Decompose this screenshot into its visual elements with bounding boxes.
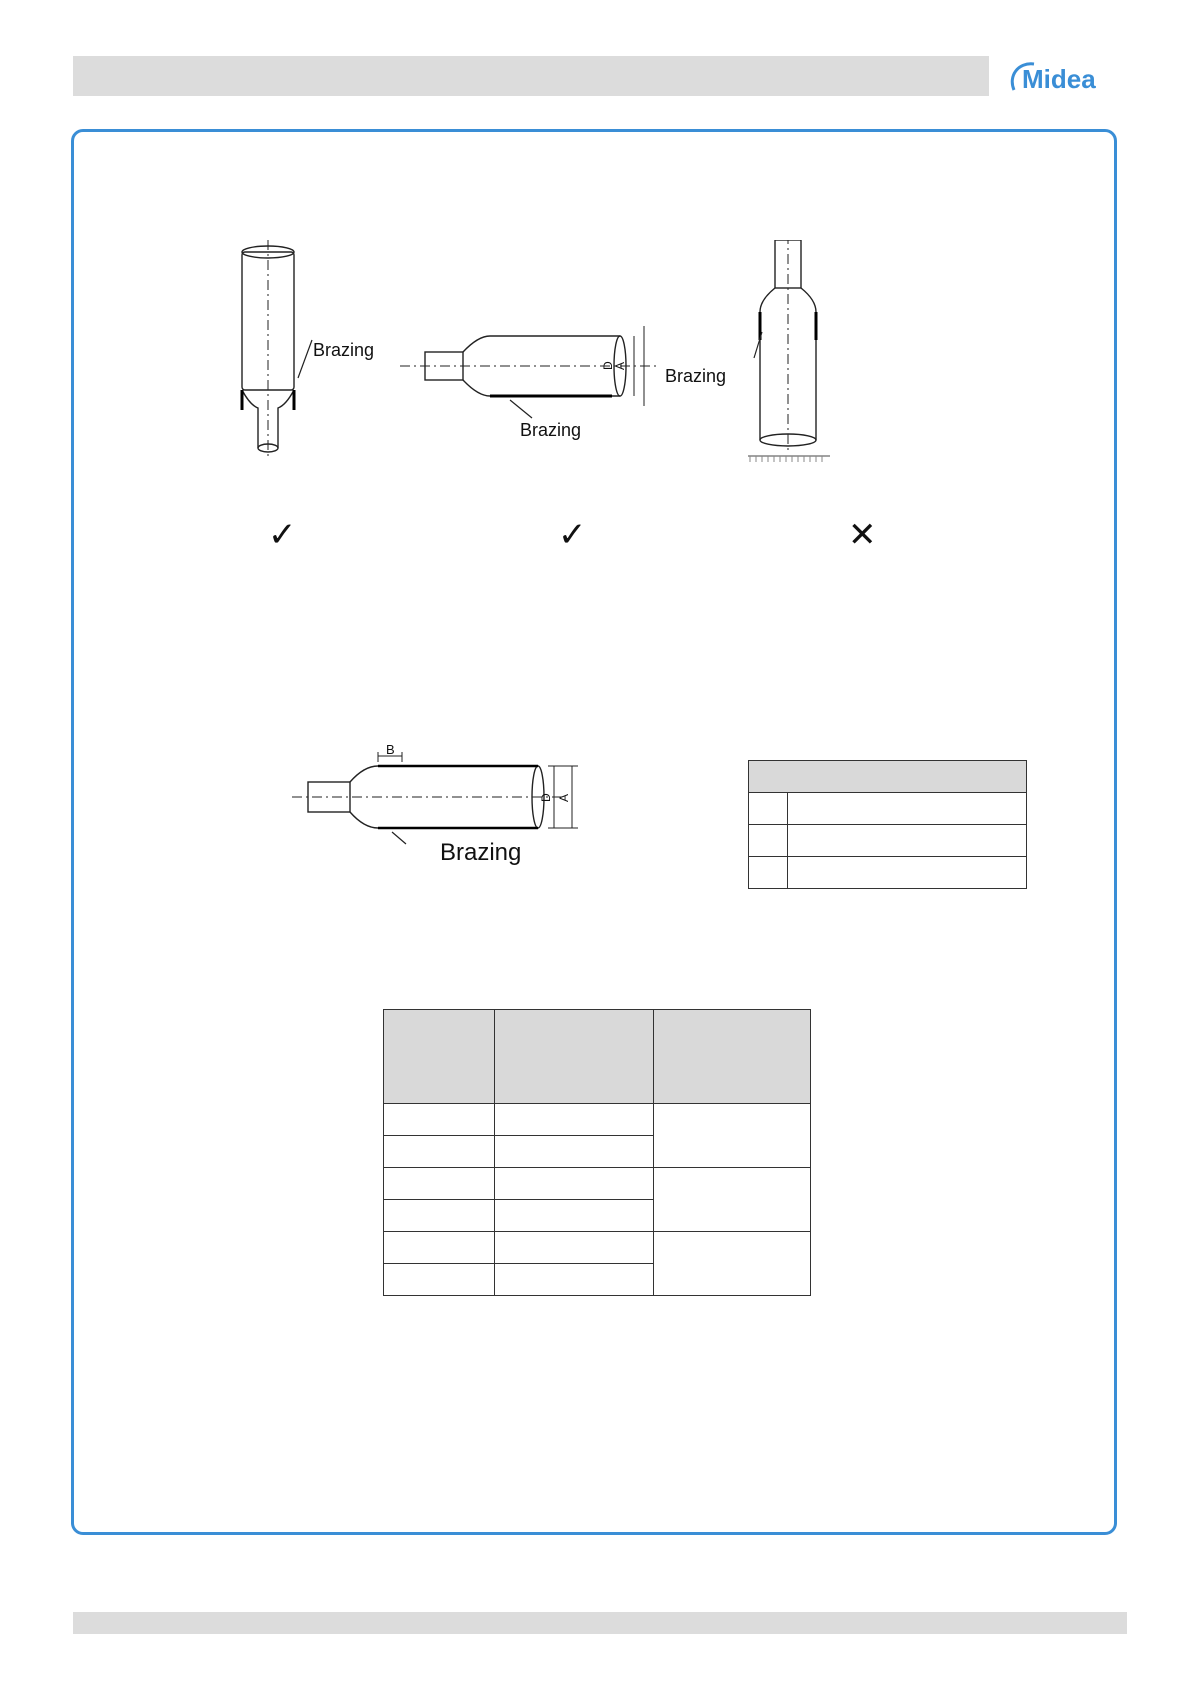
size-table-header-2 — [495, 1010, 654, 1104]
brazing-label-2: Brazing — [520, 420, 582, 440]
table-row — [749, 793, 1027, 825]
table-row — [749, 857, 1027, 889]
table-row — [749, 825, 1027, 857]
size-cell — [384, 1168, 495, 1200]
footer-bar — [73, 1612, 1127, 1634]
size-merged-cell — [654, 1104, 811, 1168]
dimension-table-header — [749, 761, 1027, 793]
dimension-key — [749, 857, 788, 889]
correct-mark-2: ✓ — [558, 515, 587, 555]
dimension-value — [788, 857, 1027, 889]
size-table-header-3 — [654, 1010, 811, 1104]
size-cell — [495, 1136, 654, 1168]
svg-text:Midea: Midea — [1022, 64, 1096, 94]
table-row — [384, 1104, 811, 1136]
size-merged-cell — [654, 1168, 811, 1232]
size-cell — [495, 1264, 654, 1296]
size-cell — [384, 1104, 495, 1136]
dimension-value — [788, 825, 1027, 857]
dimension-table-header-row — [749, 761, 1027, 793]
vertical-pipe-correct — [230, 240, 316, 480]
brazing-label-1: Brazing — [313, 340, 375, 360]
size-cell — [495, 1200, 654, 1232]
detail-dim-a-label: A — [557, 793, 571, 802]
incorrect-mark: ✕ — [848, 515, 877, 555]
brazing-label-3: Brazing — [665, 366, 727, 386]
size-table-header-1 — [384, 1010, 495, 1104]
table-row — [384, 1168, 811, 1200]
dim-d-label: D — [601, 361, 615, 370]
size-cell — [495, 1168, 654, 1200]
dimension-value — [788, 793, 1027, 825]
size-cell — [384, 1232, 495, 1264]
size-merged-cell — [654, 1232, 811, 1296]
pipe-size-table — [383, 1009, 811, 1296]
midea-logo — [1006, 54, 1116, 98]
dim-a-label: A — [613, 361, 627, 370]
correct-mark-1: ✓ — [268, 515, 297, 555]
header-bar — [73, 56, 989, 96]
horizontal-pipe-correct — [400, 326, 660, 418]
vertical-pipe-incorrect — [748, 240, 830, 462]
size-table-header-row — [384, 1010, 811, 1104]
brazing-orientation-diagram — [220, 240, 920, 480]
size-cell — [384, 1136, 495, 1168]
dim-b-label: B — [386, 742, 395, 757]
table-row — [384, 1232, 811, 1264]
size-cell — [495, 1232, 654, 1264]
socket-dimension-diagram — [292, 738, 612, 878]
detail-dim-d-label: D — [539, 793, 553, 802]
size-cell — [495, 1104, 654, 1136]
size-cell — [384, 1200, 495, 1232]
size-cell — [384, 1264, 495, 1296]
dimension-key — [749, 825, 788, 857]
dimension-key — [749, 793, 788, 825]
detail-brazing-label: Brazing — [440, 839, 522, 866]
dimension-table — [748, 760, 1027, 889]
